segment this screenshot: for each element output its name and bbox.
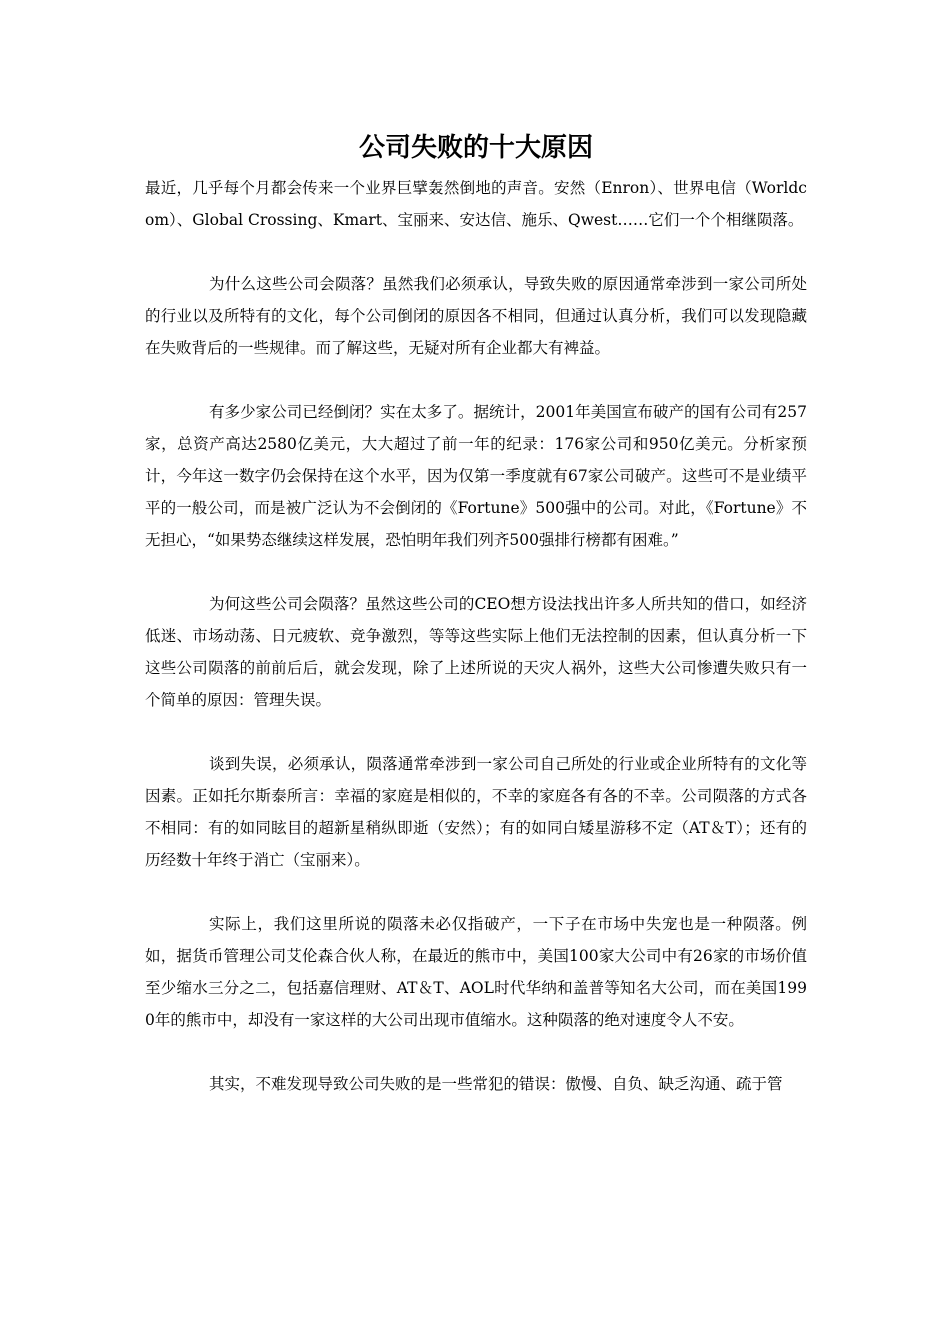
- document-title: 公司失败的十大原因: [358, 133, 593, 163]
- paragraph: 实际上，我们这里所说的陨落未必仅指破产，一下子在市场中失宠也是一种陨落。例如，据货币管理公司艾伦森合伙人称，在最近的熊市中，美国100家大公司中有26家的市场价值至少缩水三分之二，包括嘉信理财、AT＆T、AOL时代华纳和盖普等知名大公司，而在美国1990年的熊市中，却没有一家这样的大公司出现市值缩水。这种陨落的绝对速度令人不安。: [145, 915, 807, 1029]
- paragraph: 有多少家公司已经倒闭？实在太多了。据统计，2001年美国宣布破产的国有公司有257家，总资产高达2580亿美元，大大超过了前一年的纪录：176家公司和950亿美元。分析家预计，今年这一数字仍会保持在这个水平，因为仅第一季度就有67家公司破产。这些可不是业绩平平的一般公司，而是被广泛认为不会倒闭的《Fortune》500强中的公司。对此，《Fortune》不无担心，“如果势态继续这样发展，恐怕明年我们列齐500强排行榜都有困难。”: [145, 403, 807, 549]
- paragraph: 谈到失误，必须承认，陨落通常牵涉到一家公司自己所处的行业或企业所特有的文化等因素。正如托尔斯泰所言：幸福的家庭是相似的，不幸的家庭各有各的不幸。公司陨落的方式各不相同：有的如同眩目的超新星稍纵即逝（安然）；有的如同白矮星游移不定（AT＆T）；还有的历经数十年终于消亡（宝丽来）。: [145, 755, 807, 869]
- paragraph-intro: 最近，几乎每个月都会传来一个业界巨擘轰然倒地的声音。安然（Enron）、世界电信（Worldcom）、Global Crossing、Kmart、宝丽来、安达信、施乐、Qwest……它们一个个相继陨落。: [145, 179, 807, 229]
- paragraph: 其实，不难发现导致公司失败的是一些常犯的错误：傲慢、自负、缺乏沟通、疏于管: [209, 1075, 783, 1093]
- paragraph: 为何这些公司会陨落？虽然这些公司的CEO想方设法找出许多人所共知的借口，如经济低迷、市场动荡、日元疲软、竞争激烈，等等这些实际上他们无法控制的因素，但认真分析一下这些公司陨落的前前后后，就会发现，除了上述所说的天灾人祸外，这些大公司惨遭失败只有一个简单的原因：管理失误。: [145, 595, 807, 709]
- document-body: [145, 128, 807, 1132]
- paragraph: 为什么这些公司会陨落？虽然我们必须承认，导致失败的原因通常牵涉到一家公司所处的行业以及所特有的文化，每个公司倒闭的原因各不相同，但通过认真分析，我们可以发现隐藏在失败背后的一些规律。而了解这些，无疑对所有企业都大有裨益。: [145, 275, 807, 357]
